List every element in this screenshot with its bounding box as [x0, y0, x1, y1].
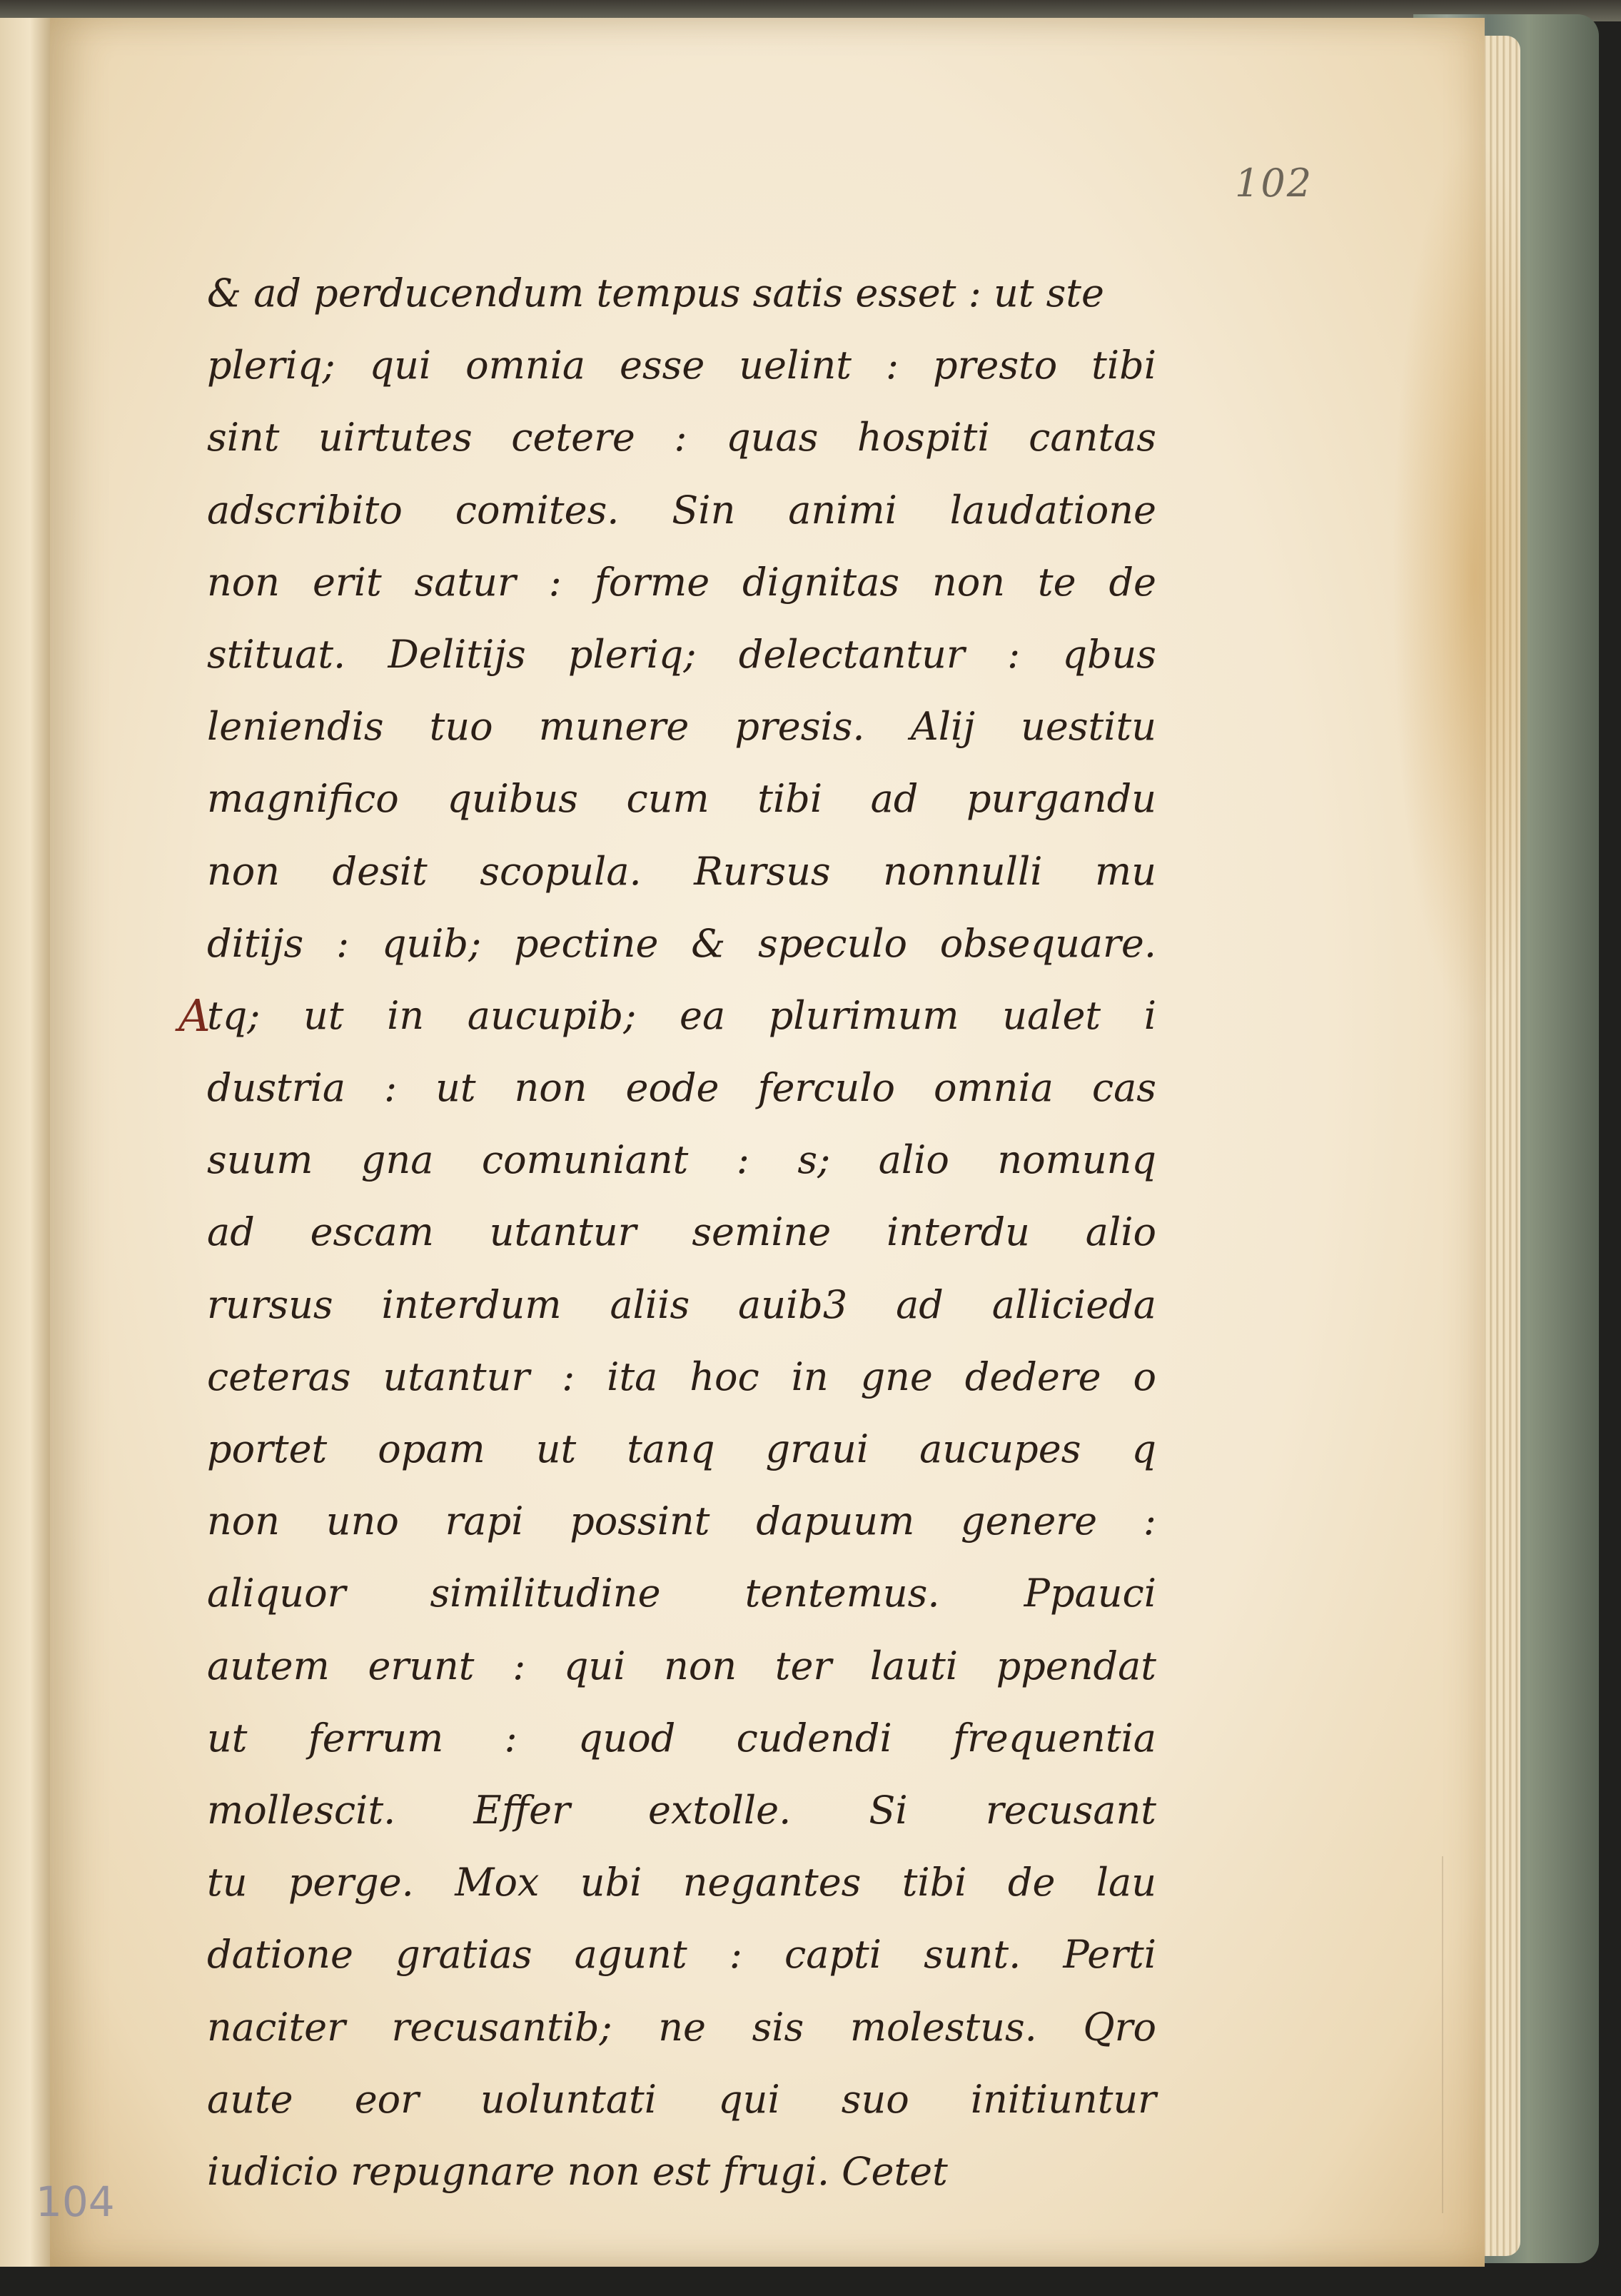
- water-stain: [1392, 132, 1527, 1024]
- text-line-with-initial: [178, 980, 1156, 1052]
- text-line: ceteras utantur : ita hoc in gne dedere o: [207, 1354, 1156, 1399]
- text-line: & ad perducendum tempus satis esset : ut ste: [207, 271, 1104, 316]
- facing-page-edge: [0, 18, 50, 2267]
- text-line: tu perge. Mox ubi negantes tibi de lau: [207, 1860, 1156, 1905]
- text-line: suum gna comuniant : s; alio nomunq: [207, 1137, 1156, 1183]
- shelfmark-number: 104: [36, 2177, 115, 2226]
- text-line: adscribito comites. Sin animi laudatione: [207, 487, 1156, 533]
- text-line: ditijs : quib; pectine & speculo obsequare.: [207, 920, 1156, 966]
- text-line: non erit satur : forme dignitas non te de: [207, 559, 1156, 605]
- text-line: aliquor similitudine tentemus. Ppauci: [207, 1571, 1156, 1616]
- text-line: non uno rapi possint dapuum genere :: [207, 1499, 1156, 1544]
- red-initial: A: [178, 989, 211, 1042]
- text-line: pleriq; qui omnia esse uelint : presto tibi: [207, 343, 1156, 388]
- text-block: [178, 257, 1156, 2207]
- text-line: rursus interdum aliis auib3 ad allicieda: [207, 1282, 1156, 1327]
- text-line: ad escam utantur semine interdu alio: [207, 1209, 1156, 1255]
- text-line: ut ferrum : quod cudendi frequentia: [207, 1715, 1156, 1761]
- text-line: magnifico quibus cum tibi ad purgandu: [207, 776, 1156, 822]
- text-line: datione gratias agunt : capti sunt. Perti: [207, 1932, 1156, 1978]
- text-line: mollescit. Effer extolle. Si recusant: [207, 1787, 1156, 1833]
- text-line: portet opam ut tanq graui aucupes q: [207, 1426, 1156, 1471]
- text-line: non desit scopula. Rursus nonnulli mu: [207, 848, 1156, 894]
- ruling-line: [1442, 1856, 1443, 2213]
- text-line: dustria : ut non eode ferculo omnia cas: [207, 1065, 1156, 1111]
- folio-number: 102: [1235, 161, 1313, 206]
- text-line: autem erunt : qui non ter lauti ppendat: [207, 1643, 1156, 1688]
- text-line: leniendis tuo munere presis. Alij uestitu: [207, 704, 1156, 750]
- text-line: iudicio repugnare non est frugi. Cetet: [207, 2148, 948, 2194]
- text-line: stituat. Delitijs pleriq; delectantur : qbus: [207, 631, 1156, 677]
- text-line: aute eor uoluntati qui suo initiuntur: [207, 2076, 1156, 2122]
- text-line: naciter recusantib; ne sis molestus. Qro: [207, 2004, 1156, 2050]
- text-line-content: tq; ut in aucupib; ea plurimum ualet i: [207, 992, 1156, 1038]
- text-line: sint uirtutes cetere : quas hospiti cantas: [207, 415, 1156, 460]
